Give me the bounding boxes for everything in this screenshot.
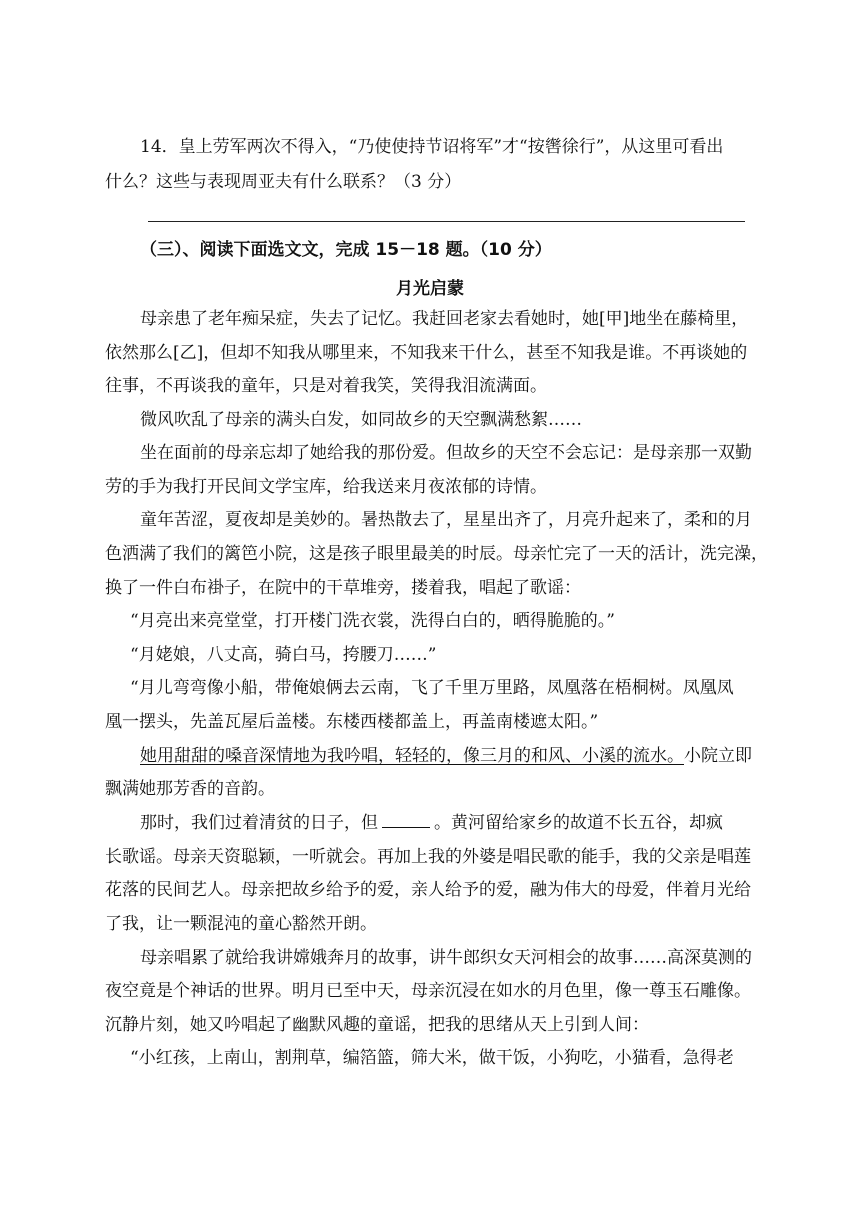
paragraph-3-line-1: 坐在面前的母亲忘却了她给我的那份爱。但故乡的天空不会忘记：是母亲那一双勤 — [140, 443, 752, 463]
paragraph-3-line-2: 劳的手为我打开民间文学宝库，给我送来月夜浓郁的诗情。 — [105, 477, 547, 497]
paragraph-4-line-3: 换了一件白布褂子，在院中的干草堆旁，搂着我，唱起了歌谣： — [105, 578, 581, 598]
article-title: 月光启蒙 — [396, 279, 464, 299]
paragraph-6-line-4: 了我，让一颗混沌的童心豁然开朗。 — [105, 914, 377, 934]
song-2: “月姥娘，八丈高，骑白马，挎腰刀……” — [130, 645, 437, 665]
paragraph-7-line-2: 夜空竟是个神话的世界。明月已至中天，母亲沉浸在如水的月色里，像一尊玉石雕像。 — [105, 981, 751, 1001]
paragraph-7-line-3: 沉静片刻，她又吟唱起了幽默风趣的童谣，把我的思绪从天上引到人间： — [105, 1015, 649, 1035]
paragraph-5-line-1 — [140, 746, 765, 766]
song-1: “月亮出来亮堂堂，打开楼门洗衣裳，洗得白白的，晒得脆脆的。” — [130, 611, 615, 631]
paragraph-5-line-2: 飘满她那芳香的音韵。 — [105, 779, 275, 799]
paragraph-7-line-1: 母亲唱累了就给我讲嫦娥奔月的故事，讲牛郎织女天河相会的故事……高深莫测的 — [140, 948, 752, 968]
section-heading: （三）、阅读下面选文文，完成 15－18 题。（10 分） — [140, 240, 552, 260]
paragraph-6-part-b: 。黄河留给家乡的故道不长五谷，却疯 — [434, 813, 723, 833]
song-3-line-2: 凰一摆头，先盖瓦屋后盖楼。东楼西楼都盖上，再盖南楼遮太阳。” — [105, 712, 599, 732]
paragraph-1-line-1: 母亲患了老年痴呆症，失去了记忆。我赶回老家去看她时，她[甲]地坐在藤椅里， — [140, 309, 749, 329]
paragraph-1-line-2: 依然那么[乙]，但却不知我从哪里来，不知我来干什么，甚至不知我是谁。不再谈她的 — [105, 343, 748, 363]
paragraph-1-line-3: 往事，不再谈我的童年，只是对着我笑，笑得我泪流满面。 — [105, 376, 547, 396]
paragraph-6-line-3: 花落的民间艺人。母亲把故乡给予的爱，亲人给予的爱，融为伟大的母爱，伴着月光给 — [105, 880, 751, 900]
paragraph-4-line-1: 童年苦涩，夏夜却是美妙的。暑热散去了，星星出齐了，月亮升起来了，柔和的月 — [140, 510, 752, 530]
paragraph-5-rest: 小院立即 — [684, 746, 752, 766]
paragraph-6-line-1 — [140, 813, 765, 833]
question-14-line-2: 什么？这些与表现周亚夫有什么联系？（3 分） — [105, 172, 462, 192]
underlined-sentence: 她用甜甜的嗓音深情地为我吟唱，轻轻的，像三月的和风、小溪的流水。 — [140, 746, 684, 766]
song-3-line-1: “月儿弯弯像小船，带俺娘俩去云南，飞了千里万里路，凤凰落在梧桐树。凤凰凤 — [130, 678, 734, 698]
paragraph-2-line-1: 微风吹乱了母亲的满头白发，如同故乡的天空飘满愁絮…… — [140, 410, 582, 430]
song-4: “小红孩，上南山，割荆草，编箔篮，筛大米，做干饭，小狗吃，小猫看，急得老 — [130, 1048, 734, 1068]
paragraph-6-line-2: 长歌谣。母亲天资聪颖，一听就会。再加上我的外婆是唱民歌的能手，我的父亲是唱莲 — [105, 847, 751, 867]
paragraph-6-part-a: 那时，我们过着清贫的日子，但 — [140, 813, 378, 833]
answer-line — [148, 221, 745, 222]
question-14-line-1: 14．皇上劳军两次不得入，“乃使使持节诏将军”才“按辔徐行”，从这里可看出 — [140, 137, 724, 157]
fill-in-blank — [382, 813, 430, 828]
paragraph-4-line-2: 色洒满了我们的篱笆小院，这是孩子眼里最美的时辰。母亲忙完了一天的活计，洗完澡， — [105, 544, 768, 564]
